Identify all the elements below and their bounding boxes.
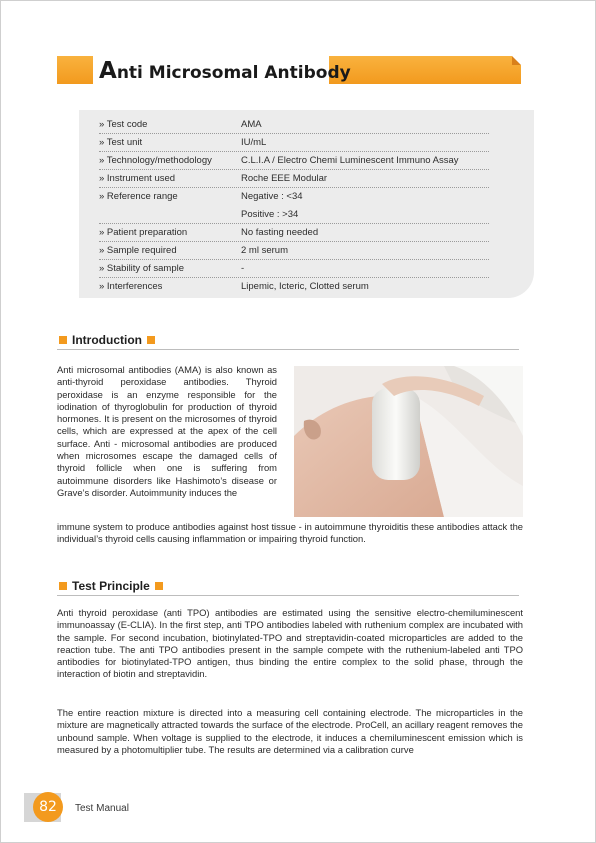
info-label: » Sample required	[99, 245, 177, 256]
test-principle-heading-text: Test Principle	[72, 579, 150, 593]
info-row-instrument	[99, 170, 489, 188]
info-label: » Instrument used	[99, 173, 176, 184]
info-label: » Test unit	[99, 137, 143, 148]
title-bar-left-accent	[57, 56, 93, 84]
test-principle-paragraph-1: Anti thyroid peroxidase (anti TPO) antibodies are estimated using the sensitive electro-chemiluminescent immunoassay (E-CLIA). In the first step, anti TPO antibodies labeled with ruthenium complex are incubated with the sample. For second incubation, biotinylated-TPO and streptavidin-coated microparticles are added to the reaction tube. The anti TPO antibodies present in the sample compete with the ruthenium-labeled anti TPO antibodies for biotinylated-TPO antigen, thus binding the entire complex to the solid phase, through the interaction of biotin and streptavidin.	[57, 607, 523, 680]
test-info-box	[79, 110, 534, 298]
info-row-patient-preparation	[99, 224, 489, 242]
ultrasound-illustration	[294, 366, 523, 517]
info-label: » Patient preparation	[99, 227, 188, 238]
info-row-test-unit	[99, 134, 489, 152]
info-value: Lipemic, Icteric, Clotted serum	[241, 281, 369, 292]
square-bullet-icon	[59, 336, 67, 344]
info-label	[99, 206, 241, 223]
title-bar-right-accent	[329, 56, 521, 84]
title-bar	[57, 56, 521, 84]
info-value: C.L.I.A / Electro Chemi Luminescent Immuno Assay	[241, 155, 459, 166]
title-first-letter: A	[99, 58, 117, 84]
info-label: » Test code	[99, 119, 148, 130]
info-value: -	[241, 263, 245, 274]
info-row-interferences	[99, 278, 489, 296]
title-rest: nti Microsomal Antibody	[116, 63, 351, 83]
introduction-text-full: immune system to produce antibodies against host tissue - in autoimmune thyroiditis these antibodies attack the individual’s thyroid cells causing inflammation or impairing thyroid function.	[57, 521, 523, 545]
square-bullet-icon	[59, 582, 67, 590]
info-row-technology	[99, 152, 489, 170]
info-value: 2 ml serum	[241, 245, 288, 256]
section-divider	[57, 595, 519, 596]
info-value: No fasting needed	[241, 227, 319, 238]
page-title	[99, 58, 351, 84]
test-principle-paragraph-2: The entire reaction mixture is directed into a measuring cell containing electrode. The microparticles in the mixture are magnetically attracted towards the surface of the electrode. ProCell, an acillary reagent removes the unbound sample. When voltage is supplied to the electrode, it induces a chemiluminescent emission which is measured by a photomultiplier tube. The results are determined via a calibration curve	[57, 707, 523, 755]
page-number: 82	[33, 792, 63, 822]
introduction-heading	[59, 333, 155, 347]
page-fold-corner	[512, 56, 521, 65]
introduction-heading-text: Introduction	[72, 333, 142, 347]
test-info-table	[99, 116, 489, 296]
thyroid-ultrasound-photo	[294, 366, 523, 517]
section-divider	[57, 349, 519, 350]
info-row-test-code	[99, 116, 489, 134]
info-row-reference-positive	[99, 206, 489, 224]
info-label: » Stability of sample	[99, 263, 185, 274]
square-bullet-icon	[147, 336, 155, 344]
introduction-text-wrapped: Anti microsomal antibodies (AMA) is also known as anti-thyroid peroxidase antibodies. Thyroid peroxidase is an enzyme responsible for the iodination of thyroglobulin for production of thyroid hormones. It is present on the microsomes of thyroid cells, which are expressed at the apex of the cell surface. Anti - microsomal antibodies are produced when microsomes escape the damaged cells of thyroid follicle when one is suffering from autoimmune disorders like Hashimoto’s disease or Grave’s disorder. Autoimmunity induces the	[57, 364, 277, 498]
footer-label: Test Manual	[75, 803, 129, 814]
test-principle-heading	[59, 579, 163, 593]
info-value: Positive : >34	[241, 209, 299, 220]
square-bullet-icon	[155, 582, 163, 590]
info-row-reference-negative	[99, 188, 489, 206]
info-value: Roche EEE Modular	[241, 173, 328, 184]
info-value: AMA	[241, 119, 262, 130]
info-label: » Technology/methodology	[99, 155, 212, 166]
info-label: » Interferences	[99, 281, 163, 292]
info-row-stability	[99, 260, 489, 278]
info-row-sample-required	[99, 242, 489, 260]
info-value: Negative : <34	[241, 191, 303, 202]
info-value: IU/mL	[241, 137, 267, 148]
info-label: » Reference range	[99, 191, 178, 202]
